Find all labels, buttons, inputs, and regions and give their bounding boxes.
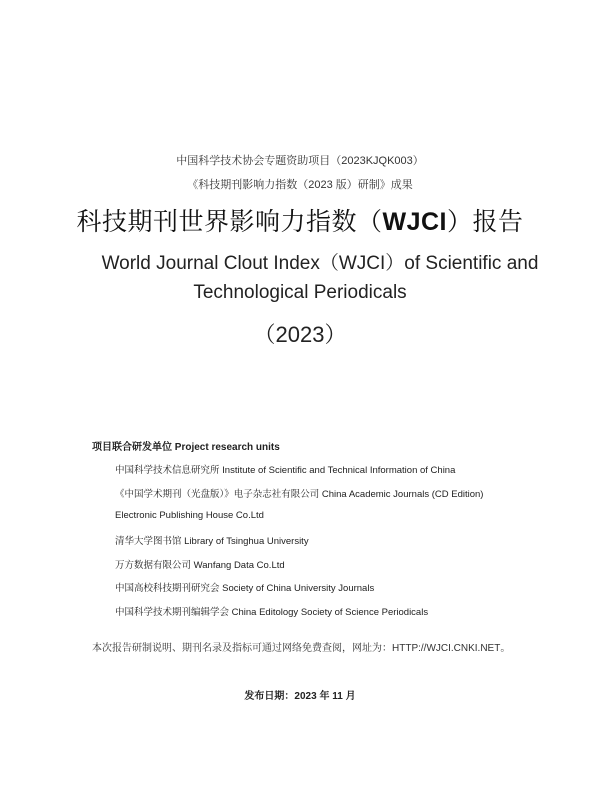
access-note: 本次报告研制说明、期刊名录及指标可通过网络免费查阅，网址为：HTTP://WJCI.CNKI.NET。 <box>92 643 511 654</box>
unit-item-cnki-cont: Electronic Publishing House Co.Ltd <box>115 510 264 521</box>
unit-item-wanfang: 万方数据有限公司 Wanfang Data Co.Ltd <box>115 560 285 571</box>
report-year: （2023） <box>253 322 347 347</box>
project-line: 《科技期刊影响力指数（2023 版）研制》成果 <box>187 179 413 191</box>
unit-item-tsinghua: 清华大学图书馆 Library of Tsinghua University <box>115 536 309 547</box>
unit-item-cnki: 《中国学术期刊（光盘版）》电子杂志社有限公司 China Academic Journals (CD Edition) <box>115 489 484 500</box>
release-date: 发布日期：2023 年 11 月 <box>244 691 356 702</box>
unit-item-scuj: 中国高校科技期刊研究会 Society of China University Journals <box>115 583 375 594</box>
title-cn-suffix: ）报告 <box>447 207 524 236</box>
unit-item-istic: 中国科学技术信息研究所 Institute of Scientific and Technical Information of China <box>115 465 456 476</box>
unit-item-cesp: 中国科学技术期刊编辑学会 China Editology Society of Science Periodicals <box>115 607 429 618</box>
report-title-en-line1: World Journal Clout Index（WJCI）of Scientific and <box>101 253 539 274</box>
title-cn-prefix: 科技期刊世界影响力指数（ <box>76 207 383 236</box>
report-title-cn <box>0 202 600 238</box>
title-cn-abbrev: WJCI <box>382 208 447 236</box>
funding-line: 中国科学技术协会专题资助项目（2023KJQK003） <box>176 155 424 167</box>
report-title-en-line2: Technological Periodicals <box>193 282 407 303</box>
units-heading: 项目联合研发单位 Project research units <box>92 442 280 453</box>
